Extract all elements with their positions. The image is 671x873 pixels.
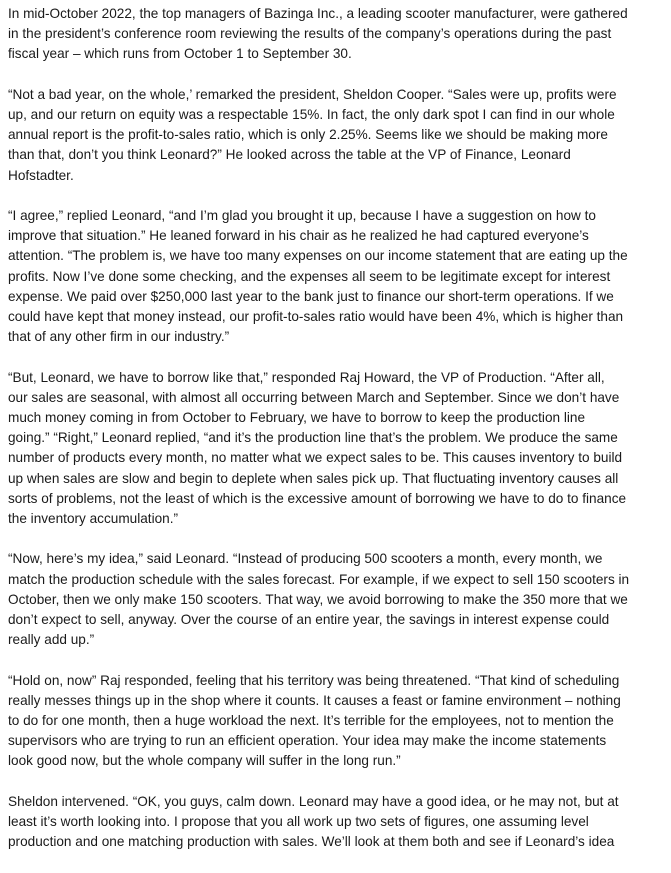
text-line: could have kept that money instead, our profit-to-sales ratio would have been 4%, which is higher than [8,309,624,325]
text-line: up, and our return on equity was a respectable 15%. In fact, the only dark spot I can find in our whole [8,107,615,122]
text-line: attention. “The problem is, we have too many expenses on our income statement that are eating up the [8,248,628,264]
text-line: really add up.” [8,632,95,648]
text-line: profits. Now I’ve done some checking, and the expenses all seem to be legitimate except for interest [8,268,611,284]
paragraph-raj-responds [8,368,663,530]
paragraph-sheldon-remarks [8,85,663,186]
text-line: number of products every month, no matter what we expect sales to be. This causes inventory to build [8,450,623,466]
text-line: match the production schedule with the sales forecast. For example, if we expect to sell 150 scooters in [8,571,630,587]
text-line: the inventory accumulation.” [8,511,179,527]
text-line: “Hold on, now” Raj responded, feeling that his territory was being threatened. “That kind of scheduling [8,672,620,688]
text-line: our sales are seasonal, with almost all occurring between March and September. Since we don’t have [8,389,620,405]
text-line: supervisors who are trying to run an efficient operation. Your idea may make the income statements [8,733,607,749]
text-line: expense. We paid over $250,000 last year to the bank just to finance our short-term operations. If we [8,288,614,304]
text-line: “But, Leonard, we have to borrow like that,” responded Raj Howard, the VP of Production. “After all, [8,369,605,385]
text-line: going.” “Right,” Leonard replied, “and it’s the production line that’s the problem. We produce the same [8,430,618,446]
text-line: to do for one month, then a huge workload the next. It’s terrible for the employees, not to mention the [8,713,614,729]
text-line: in the president’s conference room reviewing the results of the company’s operations during the past [8,26,612,42]
text-line: much money coming in from October to February, we have to borrow to keep the production line [8,410,586,426]
paragraph-leonard-idea [8,549,663,650]
text-line: In mid-October 2022, the top managers of Bazinga Inc., a leading scooter manufacturer, were gathered [8,6,628,21]
paragraph-sheldon-intervenes [8,792,663,853]
text-line: improve that situation.” He leaned forward in his chair as he realized he had captured everyone’s [8,228,589,244]
text-line: than that, don’t you think Leonard?” He looked across the table at the VP of Finance, Leonard [8,147,571,163]
document-page [8,4,663,873]
text-line: look good now, but the whole company will suffer in the long run.” [8,753,401,769]
text-line: sorts of problems, not the least of which is the excessive amount of borrowing we have to do to finance [8,490,627,506]
text-line: that of any other firm in our industry.” [8,329,230,345]
text-line: annual report is the profit-to-sales ratio, which is only 2.25%. Seems like we should be making more [8,127,608,143]
text-line: October, then we only make 150 scooters. That way, we avoid borrowing to make the 350 more that we [8,591,628,607]
text-line: Hofstadter. [8,167,74,183]
text-line: don’t expect to sell, anyway. Over the course of an entire year, the savings in interest expense could [8,612,610,628]
text-line: “Not a bad year, on the whole,’ remarked the president, Sheldon Cooper. “Sales were up, profits were [8,86,617,102]
text-line: production and one matching production with sales. We’ll look at them both and see if Leonard’s idea [8,834,615,850]
paragraph-leonard-agrees [8,206,663,347]
text-line: Sheldon intervened. “OK, you guys, calm down. Leonard may have a good idea, or he may not, but at [8,793,619,809]
text-line: “Now, here’s my idea,” said Leonard. “Instead of producing 500 scooters a month, every month, we [8,551,603,567]
text-line: fiscal year – which runs from October 1 to September 30. [8,46,352,62]
text-line: up when sales are slow and begin to deplete when sales pick up. That fluctuating inventory causes all [8,470,619,486]
paragraph-intro [8,4,663,65]
text-line: really messes things up in the shop where it counts. It causes a feast or famine environment – nothing [8,692,621,708]
text-line: “I agree,” replied Leonard, “and I’m glad you brought it up, because I have a suggestion on how to [8,208,596,223]
text-line: least it’s worth looking into. I propose that you all work up two sets of figures, one assuming level [8,814,589,830]
paragraph-raj-objects [8,671,663,772]
